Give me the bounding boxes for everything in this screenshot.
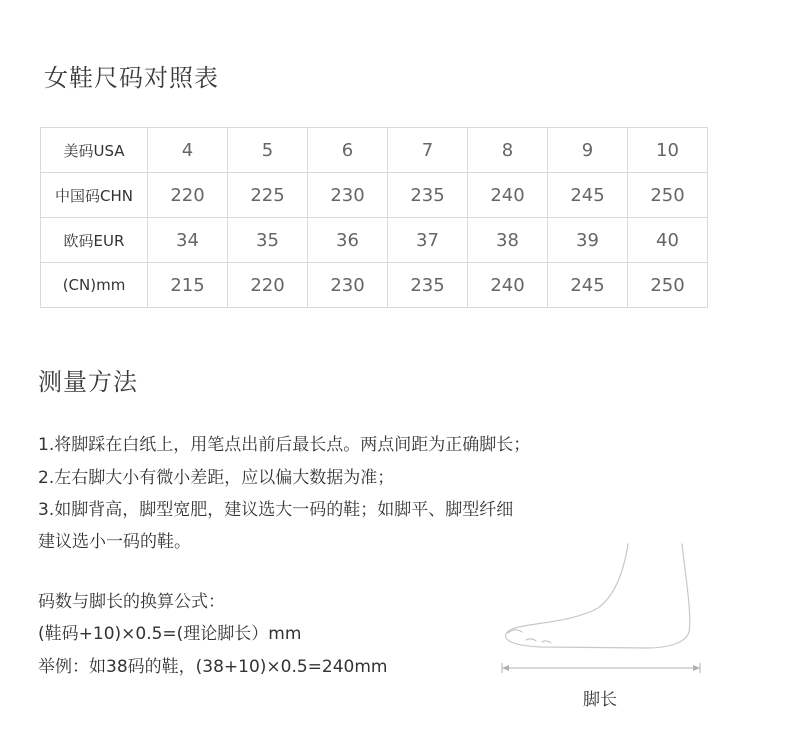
- table-cell: 240: [468, 263, 548, 308]
- row-label-usa: 美码USA: [41, 128, 148, 173]
- method-step-2: 2.左右脚大小有微小差距，应以偏大数据为准；: [38, 468, 395, 488]
- table-cell: 35: [228, 218, 308, 263]
- foot-length-label: 脚长: [583, 690, 617, 710]
- table-cell: 250: [628, 263, 708, 308]
- table-cell: 5: [228, 128, 308, 173]
- method-step-1: 1.将脚踩在白纸上，用笔点出前后最长点。两点间距为正确脚长；: [38, 435, 531, 455]
- table-cell: 235: [388, 263, 468, 308]
- table-cell: 215: [148, 263, 228, 308]
- table-cell: 225: [228, 173, 308, 218]
- method-step-3-cont: 建议选小一码的鞋。: [38, 532, 191, 552]
- table-cell: 240: [468, 173, 548, 218]
- table-cell: 37: [388, 218, 468, 263]
- table-cell: 245: [548, 263, 628, 308]
- size-chart-title: 女鞋尺码对照表: [44, 64, 219, 92]
- formula-expression: (鞋码+10)×0.5=(理论脚长）mm: [38, 624, 302, 644]
- formula-heading: 码数与脚长的换算公式：: [38, 592, 225, 612]
- table-cell: 6: [308, 128, 388, 173]
- formula-example: 举例：如38码的鞋，(38+10)×0.5=240mm: [38, 657, 388, 677]
- foot-outline-icon: [496, 540, 706, 680]
- method-title: 测量方法: [38, 368, 138, 396]
- table-row-eur: [41, 218, 708, 263]
- table-row-chn: [41, 173, 708, 218]
- table-cell: 250: [628, 173, 708, 218]
- table-cell: 220: [148, 173, 228, 218]
- table-cell: 7: [388, 128, 468, 173]
- table-cell: 230: [308, 173, 388, 218]
- table-cell: 245: [548, 173, 628, 218]
- table-cell: 40: [628, 218, 708, 263]
- table-cell: 235: [388, 173, 468, 218]
- table-cell: 9: [548, 128, 628, 173]
- table-cell: 230: [308, 263, 388, 308]
- table-cell: 34: [148, 218, 228, 263]
- table-row-usa: [41, 128, 708, 173]
- row-label-mm: (CN)mm: [41, 263, 148, 308]
- row-label-chn: 中国码CHN: [41, 173, 148, 218]
- table-cell: 39: [548, 218, 628, 263]
- table-cell: 10: [628, 128, 708, 173]
- table-cell: 36: [308, 218, 388, 263]
- size-chart-table: [40, 127, 708, 308]
- table-cell: 220: [228, 263, 308, 308]
- table-row-mm: [41, 263, 708, 308]
- table-cell: 38: [468, 218, 548, 263]
- row-label-eur: 欧码EUR: [41, 218, 148, 263]
- table-cell: 4: [148, 128, 228, 173]
- table-cell: 8: [468, 128, 548, 173]
- method-step-3: 3.如脚背高，脚型宽肥，建议选大一码的鞋；如脚平、脚型纤细: [38, 500, 514, 520]
